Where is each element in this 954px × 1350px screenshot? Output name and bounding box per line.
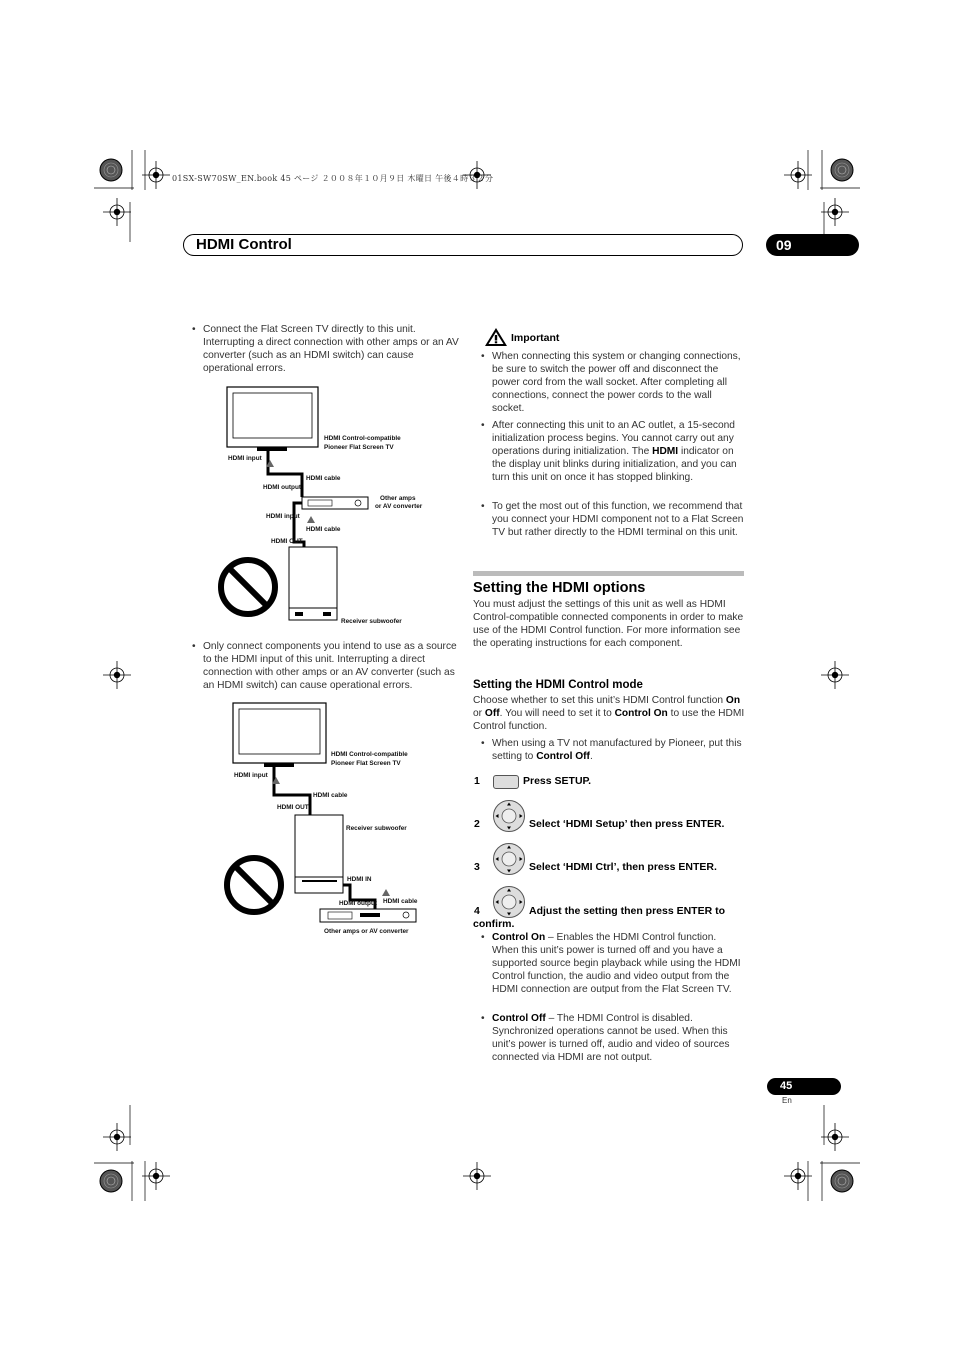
option-control-off <box>492 1012 744 1064</box>
step-1-text: Press SETUP. <box>523 775 592 787</box>
d2-hdmi-in: HDMI IN <box>347 876 372 883</box>
page-language: En <box>782 1096 792 1105</box>
bullet-connect-tv: • Connect the Flat Screen TV directly to this unit. Interrupting a direct connection with other amps or an AV converter (such as an HDMI switch) can cause operational errors. <box>203 323 459 375</box>
diagram-wrong-connection-1 <box>210 382 470 632</box>
step-2-text: Select ‘HDMI Setup’ then press ENTER. <box>529 818 725 830</box>
receiver-subwoofer-icon <box>295 815 343 877</box>
mode-control-on-bold: Control On <box>614 708 668 719</box>
tv-note-bullet <box>492 737 744 763</box>
d1-hdmi-out: HDMI OUT <box>271 538 303 545</box>
warning-icon <box>484 327 508 347</box>
setup-button-icon <box>493 775 519 789</box>
d1-hdmi-input-tv: HDMI input <box>228 455 262 462</box>
step-4-dpad-icon <box>492 885 526 919</box>
d2-hdmi-input-tv: HDMI input <box>234 772 268 779</box>
d2-hdmi-cable-2: HDMI cable <box>383 898 418 905</box>
receiver-subwoofer-icon <box>289 547 337 612</box>
section-title-bar <box>183 234 743 256</box>
section-heading: Setting the HDMI options <box>473 580 646 596</box>
bullet-only-connect: • Only connect components you intend to use as a source to the HDMI input of this unit. Interrupting a direct connection with other amps or an AV converter (such as an HDMI switch) can cause operational errors. <box>203 640 461 692</box>
mode-text-c: to use the HDMI Control function. <box>473 708 745 732</box>
arrow-up-icon <box>307 516 315 523</box>
tv-note-c: . <box>589 751 593 762</box>
step-2-dpad-icon <box>492 799 526 833</box>
d1-other-amps-2: or AV converter <box>375 503 423 510</box>
mode-text-b: . You will need to set it to <box>499 708 615 719</box>
chapter-badge: 09 <box>766 234 859 256</box>
option-on-text: – Enables the HDMI Control function. When this unit’s power is turned off and you have a supported source begin playback while using the HDMI Control function, the audio and video output from the HDMI connection are output from the Flat Screen TV. <box>492 932 741 995</box>
mode-on-bold: On <box>725 695 741 706</box>
d2-tv-label-1: HDMI Control-compatible <box>331 751 408 758</box>
important-bullet-3: • To get the most out of this function, we recommend that you connect your HDMI component not to a Flat Screen TV but rather directly to the HDMI terminal on this unit. <box>492 500 746 539</box>
d1-tv-label-2: Pioneer Flat Screen TV <box>324 444 394 451</box>
imp2-text-c: indicator on the display unit blinks during initialization, and you can turn this unit on once it has stopped blinking. <box>492 446 737 483</box>
d1-receiver: Receiver subwoofer <box>341 618 402 625</box>
step-2-number: 2 <box>474 818 480 830</box>
d2-receiver: Receiver subwoofer <box>346 825 407 832</box>
important-bullet-1: • When connecting this system or changing connections, be sure to switch the power off and disconnect the power cord from the wall socket. After completing all connections, connect the power cords to the wall socket. <box>492 350 744 415</box>
imp2-text-a: After connecting this unit to an AC outlet, a 15-second initialization process begins. You cannot carry out any operations during initialization. The <box>492 420 735 457</box>
subsection-heading: Setting the HDMI Control mode <box>473 679 643 691</box>
option-off-label: Control Off <box>492 1013 546 1024</box>
step-4-text-cont: confirm. <box>473 918 515 930</box>
d1-other-amps-1: Other amps <box>380 495 416 502</box>
section-intro: You must adjust the settings of this unit as well as HDMI Control-compatible connected components in order to make use of the HDMI Control function. For more information see the operating instructions for each component. <box>473 599 744 649</box>
step-3-text: Select ‘HDMI Ctrl’, then press ENTER. <box>529 861 717 873</box>
page-title: HDMI Control <box>196 236 292 253</box>
print-header: 01SX-SW70SW_EN.book 45 ページ ２００８年１０月９日 木曜日 午後４時３２分 <box>172 174 494 183</box>
d1-hdmi-input-amp: HDMI input <box>266 513 300 520</box>
page-number: 45 <box>767 1078 841 1095</box>
prohibited-icon <box>221 560 275 614</box>
tv-note-a: When using a TV not manufactured by Pioneer, put this setting to <box>492 738 742 762</box>
arrow-up-icon <box>382 889 390 896</box>
step-3-number: 3 <box>474 861 480 873</box>
step-3-dpad-icon <box>492 842 526 876</box>
imp2-hdmi-bold: HDMI <box>652 446 679 457</box>
tv-note-control-off: Control Off <box>536 751 590 762</box>
step-1-number: 1 <box>474 775 480 787</box>
option-on-label: Control On <box>492 932 546 943</box>
d2-other-amps: Other amps or AV converter <box>324 928 409 935</box>
d2-hdmi-cable-1: HDMI cable <box>313 792 348 799</box>
d2-hdmi-output: HDMI output <box>339 900 377 907</box>
section-divider <box>473 571 744 576</box>
option-control-on <box>492 931 744 996</box>
mode-off-bold: Off <box>484 708 500 719</box>
important-title: Important <box>511 332 560 344</box>
d1-hdmi-output: HDMI output <box>263 484 301 491</box>
d2-hdmi-out: HDMI OUT <box>277 804 309 811</box>
d1-hdmi-cable-1: HDMI cable <box>306 475 341 482</box>
mode-text-a: Choose whether to set this unit’s HDMI Control function <box>473 695 726 706</box>
control-mode-text <box>473 694 745 733</box>
d1-hdmi-cable-2: HDMI cable <box>306 526 341 533</box>
step-4-number: 4 <box>474 905 480 917</box>
important-bullet-2 <box>492 419 744 484</box>
prohibited-icon <box>227 858 281 912</box>
option-off-text: – The HDMI Control is disabled. Synchronized operations cannot be used. When this unit’s power is turned off, audio and video of sources connected via HDMI are not output. <box>492 1013 730 1063</box>
d1-tv-label-1: HDMI Control-compatible <box>324 435 401 442</box>
d2-tv-label-2: Pioneer Flat Screen TV <box>331 760 401 767</box>
mode-or: or <box>473 708 485 719</box>
step-4-text: Adjust the setting then press ENTER to <box>529 905 726 917</box>
